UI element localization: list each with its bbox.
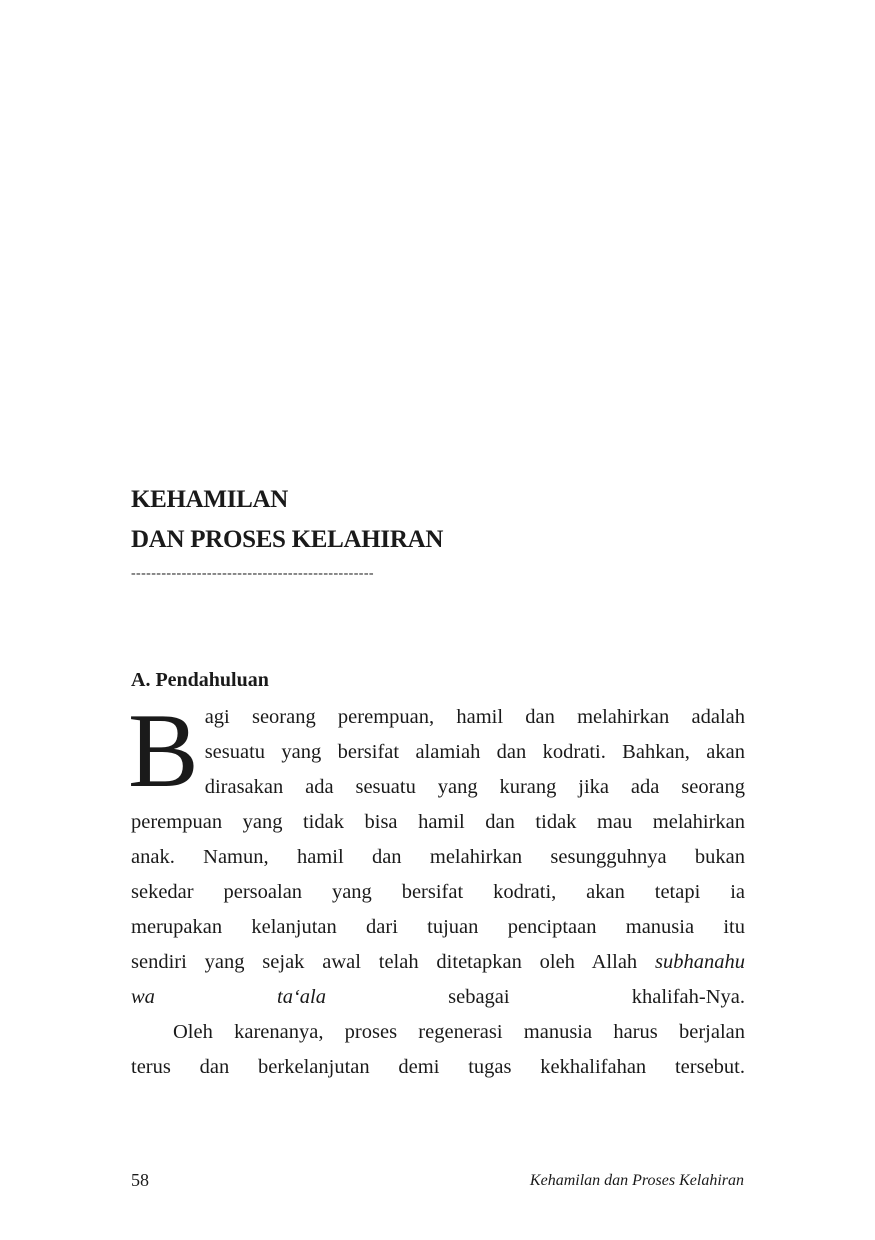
italic-term: wa ta‘ala xyxy=(131,986,327,1008)
paragraph-1-text: sebagai khalifah-Nya. xyxy=(326,986,745,1008)
paragraph-1-line: perempuan yang tidak bisa hamil dan tidak mau melahirkan xyxy=(131,811,745,833)
paragraph-1-line: sesuatu yang bersifat alamiah dan kodrati. Bahkan, akan xyxy=(204,741,745,763)
chapter-title-line-2: DAN PROSES KELAHIRAN xyxy=(131,526,444,553)
paragraph-1-line: merupakan kelanjutan dari tujuan penciptaan manusia itu xyxy=(131,916,745,938)
paragraph-1-line: dirasakan ada sesuatu yang kurang jika ada seorang xyxy=(204,776,745,798)
italic-term: subhanahu xyxy=(655,951,745,973)
paragraph-1-line xyxy=(131,980,745,1015)
title-dashed-rule: ------------------------------------------------ xyxy=(131,566,374,581)
paragraph-1-line: sekedar persoalan yang bersifat kodrati, akan tetapi ia xyxy=(131,881,745,903)
chapter-title-line-1: KEHAMILAN xyxy=(131,486,289,513)
paragraph-2 xyxy=(131,1015,745,1085)
running-title: Kehamilan dan Proses Kelahiran xyxy=(529,1172,744,1189)
paragraph-1-line: agi seorang perempuan, hamil dan melahirkan adalah xyxy=(204,706,745,728)
paragraph-2-line: Oleh karenanya, proses regenerasi manusia harus berjalan xyxy=(173,1021,745,1043)
paragraph-2-line: terus dan berkelanjutan demi tugas kekhalifahan tersebut. xyxy=(131,1056,745,1078)
paragraph-1-line xyxy=(131,945,745,980)
page-number: 58 xyxy=(131,1170,149,1190)
body-text xyxy=(128,692,745,1085)
paragraph-1-line: anak. Namun, hamil dan melahirkan sesungguhnya bukan xyxy=(131,846,745,868)
paragraph-1 xyxy=(128,692,745,1015)
paragraph-1-text: sendiri yang sejak awal telah ditetapkan oleh Allah xyxy=(131,951,656,973)
chapter-title xyxy=(131,480,443,560)
drop-cap: B xyxy=(128,692,199,809)
section-heading: A. Pendahuluan xyxy=(131,669,269,691)
